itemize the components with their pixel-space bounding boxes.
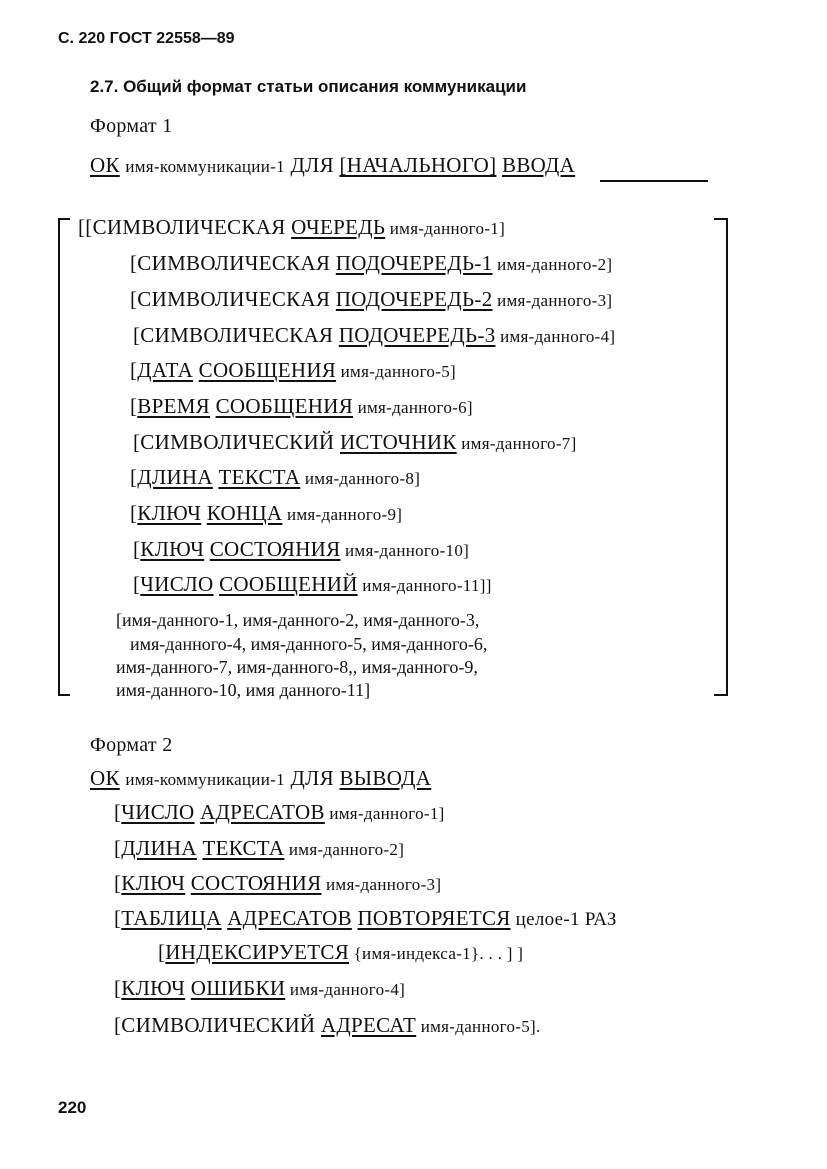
format1-line-3: [СИМВОЛИЧЕСКАЯ ПОДОЧЕРЕДЬ-2 имя-данного-3] bbox=[130, 287, 613, 311]
for-keyword: ДЛЯ bbox=[290, 153, 334, 177]
format1-title: Формат 1 bbox=[90, 115, 173, 137]
alt-line-1: [имя-данного-1, имя-данного-2, имя-данного-3, bbox=[116, 610, 480, 630]
alt-line-4: имя-данного-10, имя данного-11] bbox=[116, 680, 371, 700]
section-title: 2.7. Общий формат статьи описания коммуникации bbox=[90, 77, 527, 96]
format1-line-4: [СИМВОЛИЧЕСКАЯ ПОДОЧЕРЕДЬ-3 имя-данного-4] bbox=[133, 323, 616, 347]
format1-line-10: [КЛЮЧ СОСТОЯНИЯ имя-данного-10] bbox=[133, 537, 470, 561]
page-header: С. 220 ГОСТ 22558—89 bbox=[58, 30, 235, 47]
format1-first-line bbox=[90, 153, 575, 178]
format2-first-line: ОК имя-коммуникации-1 ДЛЯ ВЫВОДА bbox=[90, 766, 432, 790]
right-bracket-bottom bbox=[714, 694, 728, 696]
alt-line-2: имя-данного-4, имя-данного-5, имя-данного-6, bbox=[130, 634, 488, 654]
format2-line-3: [КЛЮЧ СОСТОЯНИЯ имя-данного-3] bbox=[114, 871, 442, 895]
left-bracket bbox=[58, 218, 60, 696]
format1-line-7: [СИМВОЛИЧЕСКИЙ ИСТОЧНИК имя-данного-7] bbox=[133, 430, 577, 454]
format2-line-1: [ЧИСЛО АДРЕСАТОВ имя-данного-1] bbox=[114, 800, 445, 824]
alt-line-3: имя-данного-7, имя-данного-8,, имя-данного-9, bbox=[116, 657, 478, 677]
format1-line-1: [[СИМВОЛИЧЕСКАЯ ОЧЕРЕДЬ имя-данного-1] bbox=[78, 215, 506, 239]
format1-line-11: [ЧИСЛО СООБЩЕНИЙ имя-данного-11]] bbox=[133, 572, 492, 596]
right-bracket bbox=[726, 218, 728, 696]
format1-line-8: [ДЛИНА ТЕКСТА имя-данного-8] bbox=[130, 465, 421, 489]
format2-line-5: [ИНДЕКСИРУЕТСЯ {имя-индекса-1}. . . ] ] bbox=[158, 940, 524, 964]
left-bracket-top bbox=[58, 218, 70, 220]
initial-optional: [НАЧАЛЬНОГО] bbox=[339, 153, 497, 177]
right-bracket-top bbox=[714, 218, 728, 220]
format2-line-2: [ДЛИНА ТЕКСТА имя-данного-2] bbox=[114, 836, 405, 860]
format1-line-6: [ВРЕМЯ СООБЩЕНИЯ имя-данного-6] bbox=[130, 394, 473, 418]
input-keyword: ВВОДА bbox=[502, 153, 576, 177]
left-bracket-bottom bbox=[58, 694, 70, 696]
format2-line-7: [СИМВОЛИЧЕСКИЙ АДРЕСАТ имя-данного-5]. bbox=[114, 1013, 541, 1037]
format1-line-5: [ДАТА СООБЩЕНИЯ имя-данного-5] bbox=[130, 358, 456, 382]
format2-title: Формат 2 bbox=[90, 734, 173, 756]
page-number: 220 bbox=[58, 1098, 87, 1117]
underline-rule bbox=[600, 180, 708, 182]
communication-name: имя-коммуникации-1 bbox=[125, 157, 285, 176]
format2-line-6: [КЛЮЧ ОШИБКИ имя-данного-4] bbox=[114, 976, 406, 1000]
ok-keyword: ОК bbox=[90, 153, 120, 177]
format2-line-4: [ТАБЛИЦА АДРЕСАТОВ ПОВТОРЯЕТСЯ целое-1 РАЗ bbox=[114, 906, 617, 930]
format1-line-9: [КЛЮЧ КОНЦА имя-данного-9] bbox=[130, 501, 403, 525]
format1-line-2: [СИМВОЛИЧЕСКАЯ ПОДОЧЕРЕДЬ-1 имя-данного-2] bbox=[130, 251, 613, 275]
